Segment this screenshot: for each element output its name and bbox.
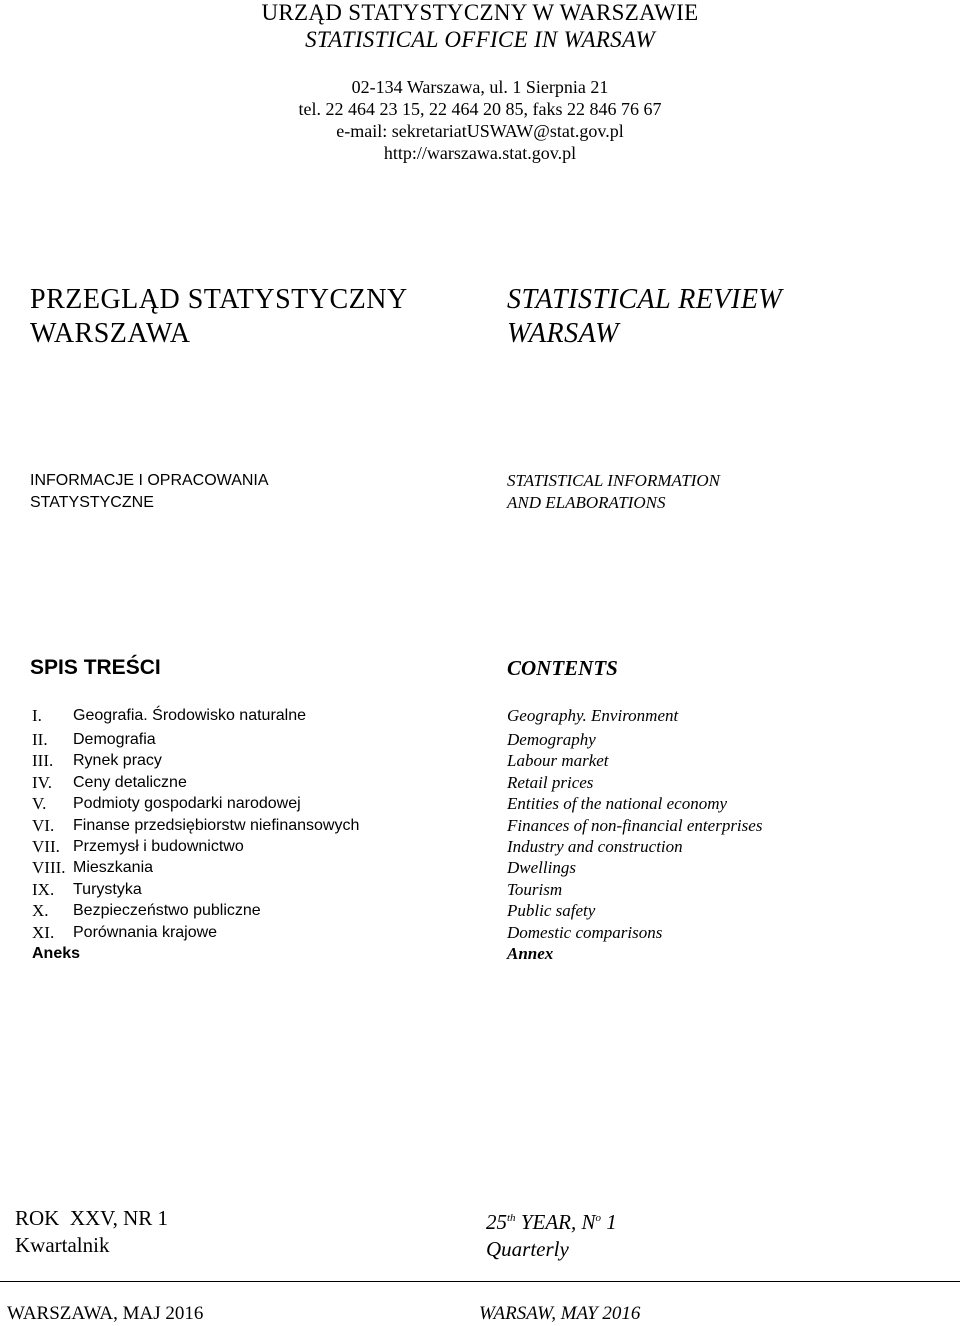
contents-item-en: Industry and construction (507, 837, 683, 856)
contents-item-en: Geography. Environment (507, 706, 679, 725)
issue-number: 1 (600, 1210, 617, 1234)
review-title-pl (30, 283, 408, 351)
review-title-en-line2: WARSAW (507, 318, 619, 349)
footer-place-date-en: WARSAW, MAY 2016 (479, 1303, 641, 1324)
website-link[interactable]: http://warszawa.stat.gov.pl (383, 143, 577, 163)
info-subtitle-en (507, 470, 720, 514)
info-subtitle-pl-line1: INFORMACJE I OPRACOWANIA (30, 472, 269, 489)
review-title-en (507, 283, 782, 351)
contents-item-pl: Przemysł i budownictwo (73, 838, 244, 855)
contents-item-number: I. (32, 706, 42, 725)
contents-item-pl: Finanse przedsiębiorstw niefinansowych (73, 817, 360, 834)
info-subtitle-en-line2: AND ELABORATIONS (507, 493, 666, 512)
issue-year-pl: ROK XXV, NR 1 (15, 1206, 169, 1230)
issue-year-number: 25 (486, 1210, 507, 1234)
contents-item-number: VI. (32, 816, 55, 835)
office-address: 02-134 Warszawa, ul. 1 Sierpnia 21 (351, 77, 609, 97)
info-subtitle-pl-line2: STATYSTYCZNE (30, 494, 154, 511)
info-subtitle-en-line1: STATISTICAL INFORMATION (507, 471, 720, 490)
contents-item-en: Entities of the national economy (507, 794, 728, 813)
review-title-pl-line2: WARSZAWA (30, 318, 191, 349)
review-title-en-line1: STATISTICAL REVIEW (507, 284, 783, 315)
contents-annex-en: Annex (507, 944, 554, 963)
footer-divider (0, 1281, 960, 1282)
issue-info-en (486, 1205, 617, 1263)
issue-info-pl (15, 1205, 168, 1259)
contents-item-en: Labour market (507, 751, 609, 770)
contents-item-number: V. (32, 794, 47, 813)
contents-item-pl: Bezpieczeństwo publiczne (73, 902, 261, 919)
issue-year-en (486, 1205, 617, 1236)
contents-heading-en: CONTENTS (507, 656, 618, 680)
contents-item-pl: Rynek pracy (73, 752, 162, 769)
contents-item-number: VIII. (32, 858, 66, 877)
contents-item-pl: Geografia. Środowisko naturalne (73, 707, 307, 724)
contents-item-number: IV. (32, 773, 52, 792)
contents-item-pl: Turystyka (73, 881, 142, 898)
contents-item-pl: Ceny detaliczne (73, 774, 187, 791)
contents-item-number: VII. (32, 837, 60, 856)
review-title-pl-line1: PRZEGLĄD STATYSTYCZNY (30, 284, 408, 315)
contents-item-pl: Podmioty gospodarki narodowej (73, 795, 301, 812)
contents-annex-pl: Aneks (32, 945, 81, 962)
contents-item-pl: Mieszkania (73, 859, 154, 876)
contents-item-pl: Demografia (73, 731, 156, 748)
issue-number-sign: o (595, 1212, 601, 1224)
contents-item-en: Dwellings (507, 858, 576, 877)
contents-item-en: Finances of non-financial enterprises (507, 816, 763, 835)
contents-item-en: Domestic comparisons (507, 923, 663, 942)
info-subtitle-pl (30, 470, 269, 514)
contents-item-en: Demography (507, 730, 596, 749)
office-name-pl: URZĄD STATYSTYCZNY W WARSZAWIE (261, 0, 699, 25)
contents-item-number: IX. (32, 880, 55, 899)
email-link[interactable]: sekretariatUSWAW@stat.gov.pl (391, 121, 624, 141)
office-email-line (0, 121, 960, 142)
office-name-en: STATISTICAL OFFICE IN WARSAW (305, 27, 655, 52)
contents-item-en: Retail prices (507, 773, 594, 792)
contents-item-en: Public safety (507, 901, 596, 920)
issue-year-text: YEAR, N (515, 1210, 596, 1234)
contents-item-pl: Porównania krajowe (73, 924, 218, 941)
contents-item-number: III. (32, 751, 54, 770)
contents-item-number: X. (32, 901, 49, 920)
issue-frequency-pl: Kwartalnik (15, 1233, 110, 1257)
contents-item-number: II. (32, 730, 48, 749)
contents-heading-pl: SPIS TREŚCI (30, 656, 161, 679)
contents-item-number: XI. (32, 923, 55, 942)
footer-place-date-pl: WARSZAWA, MAJ 2016 (7, 1303, 204, 1324)
email-label: e-mail: (336, 121, 392, 141)
office-phone: tel. 22 464 23 15, 22 464 20 85, faks 22 846 76 67 (298, 99, 662, 119)
issue-year-suffix: th (507, 1212, 516, 1224)
contents-item-en: Tourism (507, 880, 563, 899)
issue-frequency-en: Quarterly (486, 1237, 569, 1261)
